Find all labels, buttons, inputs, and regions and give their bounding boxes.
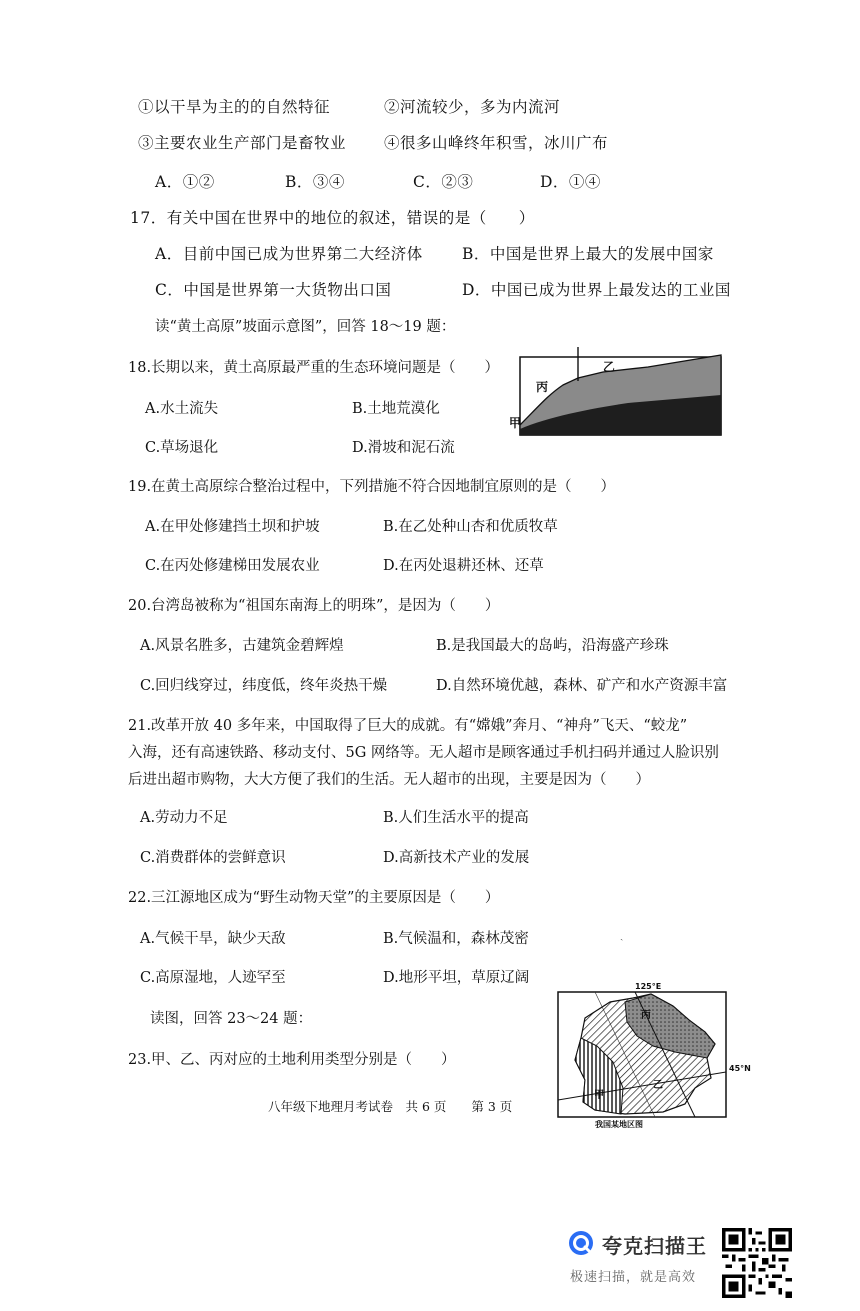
q21-option-a: A.劳动力不足 — [140, 810, 228, 826]
slope-label-yi: 乙 — [603, 360, 616, 374]
q16-statement-3: ③主要农业生产部门是畜牧业 — [138, 134, 347, 152]
map-caption: 我国某地区图 — [595, 1120, 643, 1129]
q20-option-b: B.是我国最大的岛屿，沿海盛产珍珠 — [436, 638, 669, 654]
q19-stem: 19.在黄土高原综合整治过程中，下列措施不符合因地制宜原则的是（ ） — [128, 479, 616, 495]
q20-option-d: D.自然环境优越，森林、矿产和水产资源丰富 — [436, 678, 728, 694]
q22-option-d: D.地形平坦，草原辽阔 — [383, 970, 530, 986]
map-label-yi: 乙 — [653, 1080, 663, 1091]
q16-option-b: B．③④ — [285, 173, 345, 191]
q20-stem: 20.台湾岛被称为“祖国东南海上的明珠”，是因为（ ） — [128, 598, 500, 614]
q21-line-3: 后进出超市购物，大大方便了我们的生活。无人超市的出现，主要是因为（ ） — [128, 772, 650, 788]
scanner-watermark — [568, 1226, 718, 1296]
q22-option-c: C.高原湿地，人迹罕至 — [140, 970, 286, 986]
map-label-bing: 丙 — [641, 1010, 651, 1021]
q17-stem: 17．有关中国在世界中的地位的叙述，错误的是（ ） — [130, 209, 535, 227]
scanner-brand-name: 夸克扫描王 — [602, 1234, 707, 1258]
q21-option-c: C.消费群体的尝鲜意识 — [140, 850, 286, 866]
scanner-tagline: 极速扫描，就是高效 — [570, 1270, 697, 1285]
instruction-23-24: 读图，回答 23～24 题： — [150, 1011, 313, 1027]
q16-option-d: D．①④ — [540, 173, 601, 191]
q21-line-1: 21.改革开放 40 多年来，中国取得了巨大的成就。有“嫦娥”奔月、“神舟”飞天、“蛟龙” — [128, 718, 688, 734]
q17-option-d: D．中国已成为世界上最发达的工业国 — [462, 281, 731, 299]
q18-option-b: B.土地荒漠化 — [352, 401, 440, 417]
q16-option-c: C．②③ — [413, 173, 474, 191]
q22-stem: 22.三江源地区成为“野生动物天堂”的主要原因是（ ） — [128, 890, 500, 906]
qr-code-icon — [722, 1228, 792, 1298]
slope-label-jia: 甲 — [509, 416, 522, 430]
loess-slope-diagram — [508, 345, 724, 437]
q16-statement-2: ②河流较少，多为内流河 — [384, 98, 561, 116]
q17-option-b: B．中国是世界上最大的发展中国家 — [462, 245, 714, 263]
instruction-18-19: 读“黄土高原”坡面示意图”，回答 18～19 题： — [155, 319, 456, 335]
q16-statement-1: ①以干旱为主的的自然特征 — [138, 98, 331, 116]
q16-statement-4: ④很多山峰终年积雪，冰川广布 — [384, 134, 609, 152]
q18-stem: 18.长期以来，黄土高原最严重的生态环境问题是（ ） — [128, 360, 500, 376]
q19-option-d: D.在丙处退耕还林、还草 — [383, 558, 544, 574]
q18-option-c: C.草场退化 — [145, 440, 219, 456]
stray-mark: ˎ — [620, 930, 624, 941]
q18-option-a: A.水土流失 — [145, 401, 219, 417]
q20-option-a: A.风景名胜多，古建筑金碧辉煌 — [140, 638, 344, 654]
q21-option-d: D.高新技术产业的发展 — [383, 850, 530, 866]
q19-option-c: C.在丙处修建梯田发展农业 — [145, 558, 320, 574]
slope-label-bing: 丙 — [536, 380, 549, 394]
q22-option-a: A.气候干旱，缺少天敌 — [140, 931, 286, 947]
q17-option-a: A．目前中国已成为世界第二大经济体 — [155, 245, 423, 263]
q23-stem: 23.甲、乙、丙对应的土地利用类型分别是（ ） — [128, 1052, 456, 1068]
q18-option-d: D.滑坡和泥石流 — [352, 440, 455, 456]
page-footer: 八年级下地理月考试卷 共 6 页 第 3 页 — [268, 1099, 513, 1114]
scanner-logo-icon — [568, 1230, 594, 1256]
q20-option-c: C.回归线穿过，纬度低，终年炎热干燥 — [140, 678, 388, 694]
map-longitude-label: 125°E — [635, 982, 662, 991]
q17-option-c: C．中国是世界第一大货物出口国 — [155, 281, 392, 299]
q19-option-a: A.在甲处修建挡土坝和护坡 — [145, 519, 320, 535]
q21-option-b: B.人们生活水平的提高 — [383, 810, 529, 826]
map-label-jia: 甲 — [594, 1090, 604, 1101]
q22-option-b: B.气候温和，森林茂密 — [383, 931, 529, 947]
q19-option-b: B.在乙处种山杏和优质牧草 — [383, 519, 558, 535]
q21-line-2: 入海，还有高速铁路、移动支付、5G 网络等。无人超市是顾客通过手机扫码并通过人脸识别 — [128, 745, 719, 761]
map-latitude-label: 45°N — [729, 1064, 751, 1073]
region-land-use-map — [555, 980, 760, 1130]
q16-option-a: A．①② — [155, 173, 215, 191]
